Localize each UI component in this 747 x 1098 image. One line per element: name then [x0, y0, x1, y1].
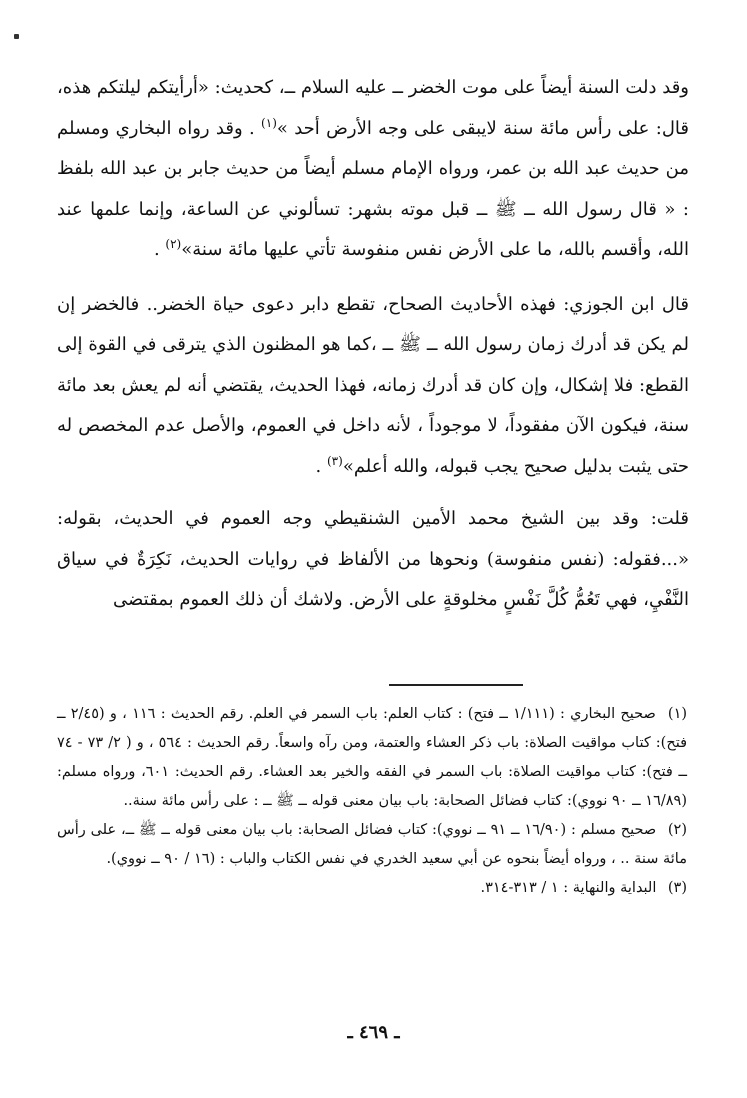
footnote-divider	[389, 684, 523, 686]
footnote-text: البداية والنهاية : ١ / ٣١٣-٣١٤.	[480, 880, 657, 896]
paragraph-end: .	[315, 455, 327, 477]
paragraph	[57, 499, 689, 621]
paragraph-text: . وقد رواه البخاري ومسلم من حديث عبد الله بن عمر، ورواه الإمام مسلم أيضاً من حديث جابر بن عبد الله بلفظ : « قال رسول الله ــ ﷺ ــ قبل موته بشهر: تسألوني عن الساعة، وإنما علمها عند الله، وأقسم بالله، ما على الأرض نفس منفوسة تأتي عليها مائة سنة»	[57, 117, 689, 260]
paragraph-end: .	[153, 239, 166, 260]
paragraph-text: وقد دلت السنة أيضاً على موت الخضر ــ عليه السلام ــ، كحديث: «أرأيتكم ليلتكم هذه، قال: على رأس مائة سنة لايبقى على وجه الأرض أحد »	[57, 77, 689, 139]
footnote	[57, 700, 687, 816]
footnote	[57, 874, 687, 903]
paragraph	[57, 285, 689, 488]
paragraph	[57, 68, 689, 271]
page-number: ـ ٤٦٩ ـ	[347, 1022, 400, 1043]
footnote-ref: (٣)	[326, 453, 343, 468]
footnote-number: (١)	[667, 706, 688, 722]
footnote	[57, 816, 687, 874]
footnote-text: صحيح مسلم : (١٦/٩٠ ــ ٩١ ــ نووي): كتاب فضائل الصحابة: باب بيان معنى قوله ــ ﷺ ــ، على رأس مائة سنة .. ، ورواه أيضاً بنحوه عن أبي سعيد الخدري في نفس الكتاب والباب : (١٦ / ٩٠ ــ نووي).	[57, 822, 687, 867]
footnotes	[57, 700, 687, 903]
footnote-number: (٣)	[667, 880, 687, 896]
main-text	[57, 68, 689, 621]
corner-dot	[14, 34, 19, 39]
footnote-ref: (٢)	[165, 237, 182, 251]
footnote-text: صحيح البخاري : (١/١١١ ــ فتح) : كتاب العلم: باب السمر في العلم. رقم الحديث : ١١٦ ، و (٢/٤٥ ــ فتح): كتاب مواقيت الصلاة: باب ذكر العشاء والعتمة، ومن رآه واسعاً. رقم الحديث : ٥٦٤ ، و ( ٢/ ٧٣ - ٧٤ ــ فتح): كتاب مواقيت الصلاة: باب السمر في الفقه والخير بعد العشاء. رقم الحديث: ٦٠١، ورواه مسلم: (١٦/٨٩ ــ ٩٠ نووي): كتاب فضائل الصحابة: باب بيان معنى قوله ــ ﷺ ــ : على رأس مائة سنة..	[57, 706, 688, 809]
footnote-number: (٢)	[667, 822, 687, 838]
footnote-ref: (١)	[261, 115, 277, 130]
paragraph-text: قلت: وقد بين الشيخ محمد الأمين الشنقيطي وجه العموم في الحديث، بقوله: «...فقوله: (نفس منفوسة) ونحوها من الألفاظ في روايات الحديث، نَكِرَةٌ في سياق النَّفْيِ، فهي تَعُمُّ كُلَّ نَفْسٍ مخلوقةٍ على الأرض. ولاشك أن ذلك العموم بمقتضى	[57, 508, 689, 610]
paragraph-text: قال ابن الجوزي: فهذه الأحاديث الصحاح، تقطع دابر دعوى حياة الخضر.. فالخضر إن لم يكن قد أدرك زمان رسول الله ــ ﷺ ــ ،كما هو المظنون الذي يترقى في القوة إلى القطع: فلا إشكال، وإن كان قد أدرك زمانه، فهذا الحديث، يقتضي أنه لم يعش بعد مائة سنة، فيكون الآن مفقوداً، لا موجوداً ، لأنه داخل في العموم، والأصل عدم المخصص له حتى يثبت بدليل صحيح يجب قبوله، والله أعلم»	[57, 293, 689, 477]
